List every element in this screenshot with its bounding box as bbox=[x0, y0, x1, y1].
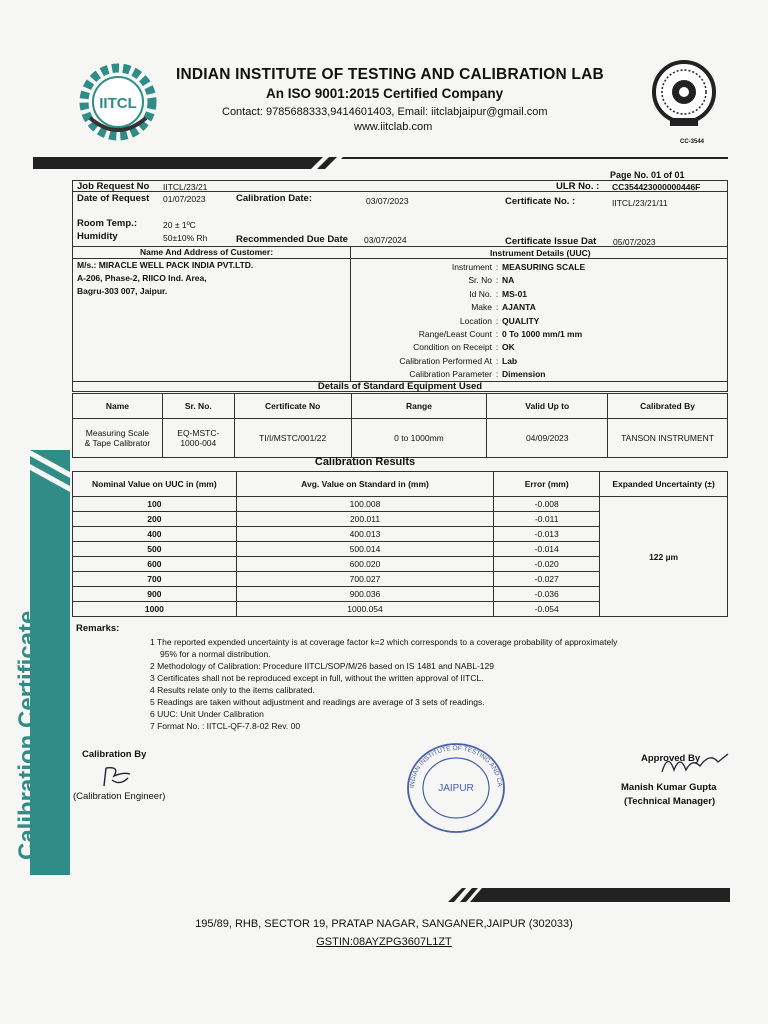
gstin-text: GSTIN:08AYZPG3607L1ZT bbox=[316, 936, 452, 948]
avg-value: 100.008 bbox=[236, 497, 494, 512]
nominal-value: 500 bbox=[73, 542, 237, 557]
instrument-value: NA bbox=[502, 275, 515, 286]
instrument-label: Calibration Parameter bbox=[409, 369, 492, 380]
side-certificate-label: Calibration Certificate bbox=[14, 610, 41, 860]
remark-item: 95% for a normal distribution. bbox=[160, 649, 271, 659]
instrument-label: Range/Least Count bbox=[418, 328, 492, 339]
room-temp-label: Room Temp.: bbox=[77, 218, 137, 229]
nominal-value: 200 bbox=[73, 512, 237, 527]
instrument-row: Instrument : MEASURING SCALE bbox=[352, 262, 722, 275]
humidity-value: 50±10% Rh bbox=[163, 233, 208, 243]
remark-item: 3 Certificates shall not be reproduced except in full, without the written approval of IITCL. bbox=[150, 673, 484, 683]
results-heading: Calibration Results bbox=[314, 456, 416, 468]
nominal-value: 900 bbox=[73, 587, 237, 602]
column-header: Avg. Value on Standard in (mm) bbox=[236, 472, 494, 497]
grid-line bbox=[350, 246, 351, 381]
lab-seal-stamp bbox=[404, 740, 508, 841]
avg-value: 400.013 bbox=[236, 527, 494, 542]
job-request-value: IITCL/23/21 bbox=[163, 182, 208, 192]
standard-name: Measuring Scale & Tape Calibrator bbox=[73, 419, 163, 458]
seal-ring-text: INDIAN INSTITUTE OF TESTING AND CA bbox=[408, 744, 504, 789]
avg-value: 200.011 bbox=[236, 512, 494, 527]
remark-item: 7 Format No. : IITCL-QF-7.8-02 Rev. 00 bbox=[150, 721, 301, 731]
standard-equipment-table bbox=[72, 393, 728, 458]
error-value: -0.011 bbox=[494, 512, 600, 527]
standard-range: 0 to 1000mm bbox=[351, 419, 487, 458]
nominal-value: 600 bbox=[73, 557, 237, 572]
instrument-value: 0 To 1000 mm/1 mm bbox=[502, 328, 583, 339]
calibration-date-label: Calibration Date: bbox=[236, 193, 313, 204]
instrument-label: Id No. bbox=[469, 288, 492, 299]
seal-city: JAIPUR bbox=[438, 783, 474, 794]
footer-address: 195/89, RHB, SECTOR 19, PRATAP NAGAR, SANGANER,JAIPUR (302033) bbox=[195, 918, 573, 930]
instrument-value: MEASURING SCALE bbox=[502, 262, 586, 272]
grid-line bbox=[72, 258, 728, 259]
table-header-row bbox=[73, 472, 728, 497]
standard-serial: EQ-MSTC- 1000-004 bbox=[162, 419, 234, 458]
standard-calibrated-by: TANSON INSTRUMENT bbox=[608, 419, 728, 458]
nominal-value: 100 bbox=[73, 497, 237, 512]
error-value: -0.008 bbox=[494, 497, 600, 512]
lab-name: INDIAN INSTITUTE OF TESTING AND CALIBRATION LAB bbox=[176, 66, 604, 83]
instrument-row: Sr. No : NA bbox=[352, 275, 722, 288]
table-header-row bbox=[73, 394, 728, 419]
table-row bbox=[73, 419, 728, 458]
column-header: Expanded Uncertainty (±) bbox=[600, 472, 728, 497]
remark-item: 1 The reported expended uncertainty is at coverage factor k=2 which corresponds to a coverage probability of approximately bbox=[150, 637, 618, 647]
nominal-value: 1000 bbox=[73, 602, 237, 617]
column-header: Calibrated By bbox=[608, 394, 728, 419]
customer-heading: Name And Address of Customer: bbox=[140, 247, 274, 257]
remarks-list bbox=[150, 637, 617, 733]
calibration-results-table bbox=[72, 471, 728, 617]
error-value: -0.036 bbox=[494, 587, 600, 602]
ulr-label: ULR No. : bbox=[556, 181, 600, 192]
standard-certificate: TI/I/MSTC/001/22 bbox=[234, 419, 351, 458]
footer-band bbox=[448, 888, 730, 902]
column-header: Error (mm) bbox=[494, 472, 600, 497]
avg-value: 500.014 bbox=[236, 542, 494, 557]
remark-item: 2 Methodology of Calibration: Procedure IITCL/SOP/M/26 based on IS 1481 and NABL-129 bbox=[150, 661, 494, 671]
instrument-value: Dimension bbox=[502, 369, 546, 380]
contact-line: Contact: 9785688333,9414601403, Email: iitclabjaipur@gmail.com bbox=[222, 106, 548, 118]
standard-valid-date: 04/09/2023 bbox=[487, 419, 608, 458]
instrument-value: MS-01 bbox=[502, 288, 528, 299]
svg-text:IITCL: IITCL bbox=[99, 95, 137, 112]
approved-label: Approved By bbox=[641, 753, 701, 764]
instrument-row: Range/Least Count : 0 To 1000 mm/1 mm bbox=[352, 329, 722, 342]
iso-subtitle: An ISO 9001:2015 Certified Company bbox=[266, 86, 504, 101]
certificate-no-label: Certificate No. : bbox=[505, 196, 576, 207]
column-header: Sr. No. bbox=[162, 394, 234, 419]
manager-role: (Technical Manager) bbox=[624, 796, 716, 807]
remark-item: 6 UUC: Unit Under Calibration bbox=[150, 709, 264, 719]
column-header: Range bbox=[351, 394, 487, 419]
avg-value: 700.027 bbox=[236, 572, 494, 587]
calibration-date-value: 03/07/2023 bbox=[366, 196, 409, 206]
nominal-value: 400 bbox=[73, 527, 237, 542]
header-band bbox=[33, 156, 728, 168]
footer-gstin bbox=[0, 936, 768, 948]
avg-value: 1000.054 bbox=[236, 602, 494, 617]
avg-value: 900.036 bbox=[236, 587, 494, 602]
issue-date-label: Certificate Issue Dat bbox=[505, 236, 597, 247]
certificate-no-value: IITCL/23/21/11 bbox=[612, 198, 668, 208]
column-header: Valid Up to bbox=[487, 394, 608, 419]
engineer-label: (Calibration Engineer) bbox=[73, 791, 166, 802]
calibrated-by-label: Calibration By bbox=[82, 749, 147, 760]
company-logo bbox=[72, 56, 164, 148]
error-value: -0.013 bbox=[494, 527, 600, 542]
table-row bbox=[73, 497, 728, 512]
instrument-label: Condition on Receipt bbox=[413, 342, 492, 353]
certification-mark-icon bbox=[648, 58, 720, 138]
remarks-heading: Remarks: bbox=[76, 623, 120, 634]
ulr-value: CC354423000000446F bbox=[612, 182, 701, 192]
standard-heading: Details of Standard Equipment Used bbox=[317, 381, 483, 392]
customer-line: A-206, Phase-2, RIICO Ind. Area, bbox=[77, 273, 207, 283]
instrument-row: Make : AJANTA bbox=[352, 302, 722, 315]
manager-name: Manish Kumar Gupta bbox=[621, 782, 717, 793]
remark-item: 5 Readings are taken without adjustment and readings are average of 3 sets of readings. bbox=[150, 697, 485, 707]
room-temp-value: 20 ± 1ºC bbox=[163, 220, 196, 230]
date-request-label: Date of Request bbox=[77, 193, 150, 204]
instrument-label: Location bbox=[459, 315, 492, 326]
humidity-label: Humidity bbox=[77, 231, 118, 242]
instrument-value: AJANTA bbox=[502, 302, 536, 313]
instrument-value: QUALITY bbox=[502, 315, 540, 326]
instrument-details bbox=[352, 262, 722, 383]
customer-line: M/s.: MIRACLE WELL PACK INDIA PVT.LTD. bbox=[77, 260, 254, 270]
nominal-value: 700 bbox=[73, 572, 237, 587]
instrument-label: Calibration Performed At bbox=[399, 355, 492, 366]
instrument-value: OK bbox=[502, 342, 515, 353]
job-request-label: Job Request No bbox=[77, 181, 150, 192]
instrument-label: Sr. No bbox=[468, 275, 492, 286]
error-value: -0.027 bbox=[494, 572, 600, 587]
date-request-value: 01/07/2023 bbox=[163, 194, 206, 204]
column-header: Nominal Value on UUC in (mm) bbox=[73, 472, 237, 497]
customer-line: Bagru-303 007, Jaipur. bbox=[77, 286, 168, 296]
expanded-uncertainty: 122 µm bbox=[600, 497, 728, 617]
page-number: Page No. 01 of 01 bbox=[610, 170, 685, 180]
remark-item: 4 Results relate only to the items calibrated. bbox=[150, 685, 315, 695]
manager-signature bbox=[660, 748, 730, 783]
instrument-label: Instrument bbox=[451, 262, 492, 272]
error-value: -0.054 bbox=[494, 602, 600, 617]
error-value: -0.014 bbox=[494, 542, 600, 557]
column-header: Name bbox=[73, 394, 163, 419]
website-link[interactable]: www.iitclab.com bbox=[354, 121, 433, 133]
instrument-row: Calibration Parameter : Dimension bbox=[352, 369, 722, 382]
instrument-label: Make bbox=[471, 302, 492, 313]
error-value: -0.020 bbox=[494, 557, 600, 572]
issue-date-value: 05/07/2023 bbox=[613, 237, 656, 247]
due-date-value: 03/07/2024 bbox=[364, 235, 407, 245]
instrument-value: Lab bbox=[502, 355, 518, 366]
instrument-row: Condition on Receipt : OK bbox=[352, 342, 722, 355]
avg-value: 600.020 bbox=[236, 557, 494, 572]
instrument-row: Location : QUALITY bbox=[352, 316, 722, 329]
cc-number: CC-3544 bbox=[680, 139, 705, 145]
column-header: Certificate No bbox=[234, 394, 351, 419]
due-date-label: Recommended Due Date bbox=[236, 234, 348, 245]
instrument-row: Calibration Performed At : Lab bbox=[352, 356, 722, 369]
instrument-heading: Instrument Details (UUC) bbox=[490, 248, 591, 258]
instrument-row: Id No. : MS-01 bbox=[352, 289, 722, 302]
